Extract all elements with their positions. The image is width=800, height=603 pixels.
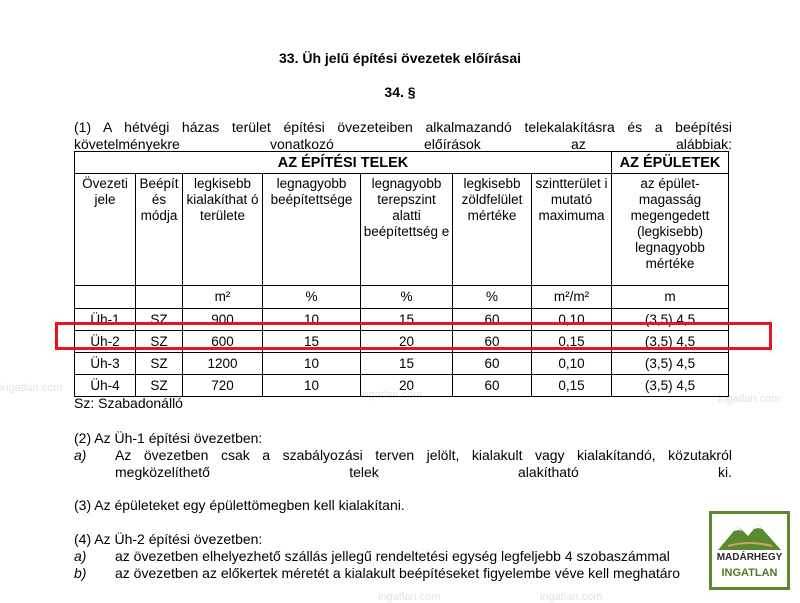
column-header: Övezeti jele <box>75 174 136 286</box>
table-cell: (3,5) 4,5 <box>612 375 729 397</box>
table-cell: Üh-3 <box>75 353 136 375</box>
table-row <box>75 375 729 397</box>
table-cell: 600 <box>183 331 263 353</box>
unit-cell: % <box>361 286 453 309</box>
column-header: legkisebb zöldfelület mértéke <box>453 174 532 286</box>
unit-cell <box>75 286 136 309</box>
column-header: Beépít és módja <box>136 174 183 286</box>
watermark: ingatlan.com <box>718 393 781 405</box>
table-cell: 1200 <box>183 353 263 375</box>
unit-cell: m²/m² <box>532 286 612 309</box>
table-cell: 60 <box>453 353 532 375</box>
list-label: a) <box>74 447 87 463</box>
list-item-text: Az övezetben csak a szabályozási terven jelölt, kialakult vagy kialakítandó, közutakról megközelíthető telek alakítható ki. <box>115 447 732 480</box>
watermark: ingatlan.com <box>0 382 63 394</box>
table-cell: 10 <box>263 309 361 331</box>
list-item-text: az övezetben az előkertek méretét a kialakult beépítéseket figyelembe véve kell meghatáro <box>115 565 680 581</box>
row-highlight-box <box>55 322 772 350</box>
table-cell: 15 <box>361 309 453 331</box>
table-cell: 60 <box>453 309 532 331</box>
paragraph-4-title: (4) Az Üh-2 építési övezetben: <box>74 531 263 547</box>
table-cell: 15 <box>263 331 361 353</box>
madarhegy-logo <box>709 511 790 590</box>
table-cell: 15 <box>361 353 453 375</box>
table-cell: (3,5) 4,5 <box>612 309 729 331</box>
table-cell: 10 <box>263 353 361 375</box>
watermark: ingatlan.com <box>360 389 423 401</box>
watermark: ingatlan.com <box>540 591 603 603</box>
unit-cell: % <box>453 286 532 309</box>
unit-cell: m <box>612 286 729 309</box>
list-label: a) <box>74 548 87 564</box>
paragraph-3: (3) Az épületeket egy épülettömegben kell kialakítani. <box>74 497 405 513</box>
table-cell: 0,10 <box>532 353 612 375</box>
table-row <box>75 353 729 375</box>
table-cell: 60 <box>453 375 532 397</box>
logo-line-1: MADÁRHEGY <box>716 552 783 563</box>
chapter-heading: 33. Üh jelű építési övezetek előírásai <box>279 50 521 66</box>
table-cell: 900 <box>183 309 263 331</box>
unit-cell: % <box>263 286 361 309</box>
table-cell: (3,5) 4,5 <box>612 331 729 353</box>
table-cell: Üh-1 <box>75 309 136 331</box>
logo-line-2: INGATLAN <box>721 567 778 579</box>
table-cell: 60 <box>453 331 532 353</box>
paragraph-2-title: (2) Az Üh-1 építési övezetben: <box>74 430 263 446</box>
list-label: b) <box>74 565 87 581</box>
table-cell: SZ <box>136 309 183 331</box>
column-header: legnagyobb terepszint alatti beépítettség e <box>361 174 453 286</box>
table-cell: 0,10 <box>532 309 612 331</box>
paragraph-1: (1) A hétvégi házas terület építési övezeteiben alkalmazandó telekalakításra és a beépítési követelményekre vonatkozó előírások az alábbiak: <box>74 119 732 152</box>
section-heading: 34. § <box>384 84 416 100</box>
footnote: Sz: Szabadonálló <box>74 395 183 411</box>
table-cell: 0,15 <box>532 331 612 353</box>
table-cell: Üh-4 <box>75 375 136 397</box>
table-cell: 20 <box>361 375 453 397</box>
table-cell: 720 <box>183 375 263 397</box>
mountain-icon <box>712 516 787 552</box>
table-cell: 20 <box>361 331 453 353</box>
table-cell: SZ <box>136 331 183 353</box>
unit-cell <box>136 286 183 309</box>
list-item-text: az övezetben elhelyezhető szállás jellegű rendeltetési egység legfeljebb 4 szobaszámmal <box>115 548 670 564</box>
column-header: legnagyobb beépítettsége <box>263 174 361 286</box>
column-header: az épület-magasság megengedett (legkisebb) legnagyobb mértéke <box>612 174 729 286</box>
column-header: legkisebb kialakíthat ó területe <box>183 174 263 286</box>
watermark: ingatlan.com <box>378 591 441 603</box>
table-cell: SZ <box>136 353 183 375</box>
table-cell: 10 <box>263 375 361 397</box>
column-header: szintterület i mutató maximuma <box>532 174 612 286</box>
table-cell: SZ <box>136 375 183 397</box>
unit-cell: m² <box>183 286 263 309</box>
table-cell: (3,5) 4,5 <box>612 353 729 375</box>
regulation-table <box>74 151 729 397</box>
group-header-building: AZ ÉPÜLETEK <box>612 152 729 174</box>
table-cell: 0,15 <box>532 375 612 397</box>
group-header-plot: AZ ÉPÍTÉSI TELEK <box>75 152 612 174</box>
table-cell: Üh-2 <box>75 331 136 353</box>
